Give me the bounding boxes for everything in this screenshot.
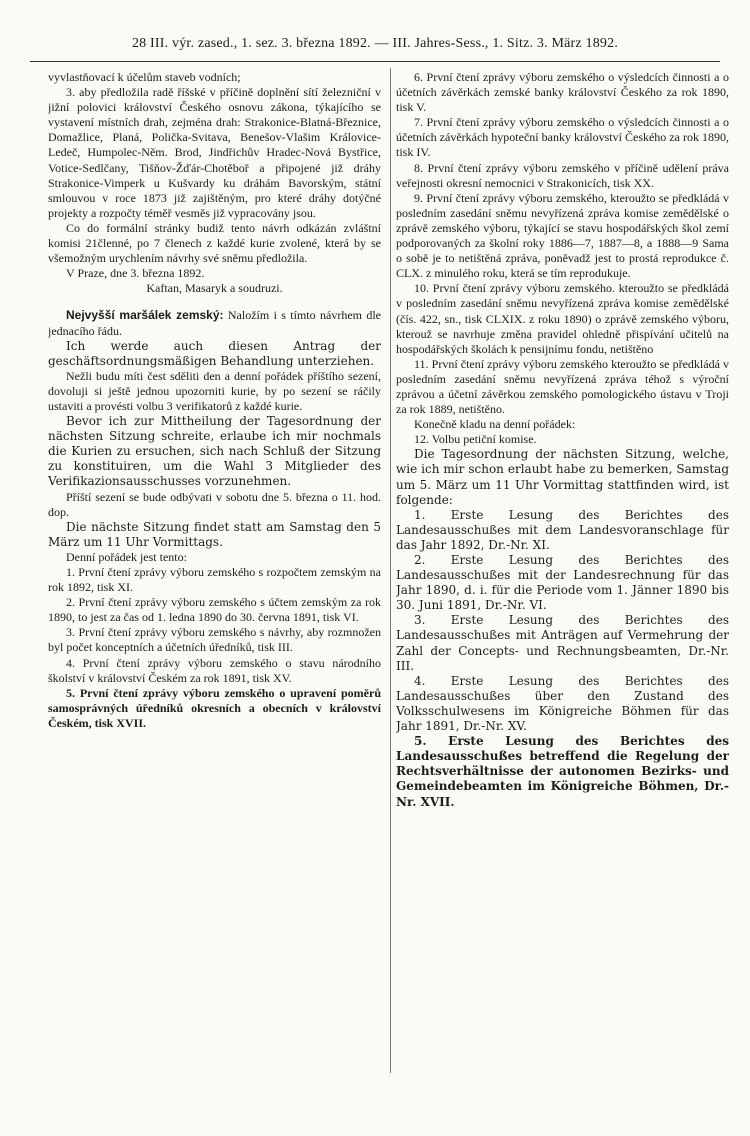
agenda-item: 1. První čtení zprávy výboru zemského s rozpočtem zemským na rok 1892, tisk XI. — [48, 565, 381, 595]
paragraph: Co do formální stránky budiž tento návrh odkázán zvláštní komisi 21členné, po 7 členech z každé kurie zvolené, která by se všemožným urychlením návrhy své sněmu předložila. — [48, 220, 381, 266]
page-header: 28 III. výr. zased., 1. sez. 3. března 1892. — III. Jahres-Sess., 1. Sitz. 3. März 1892. — [131, 36, 619, 51]
paragraph-german: Ich werde auch diesen Antrag der geschäftsordnungsmäßigen Behandlung unterziehen. — [48, 338, 381, 368]
agenda-item: 6. První čtení zprávy výboru zemského o výsledcích činnosti a o účetních závěrkách zemské banky království Českého za rok 1890, tisk V. — [396, 70, 729, 115]
column-divider — [390, 68, 391, 1073]
paragraph: Denní pořádek jest tento: — [66, 549, 187, 564]
paragraph-german: Die Tagesordnung der nächsten Sitzung, welche, wie ich mir schon erlaubt habe zu bemerken, Samstag um 5. März um 11 Uhr Vormittag stattfinden wird, ist folgende: — [396, 447, 729, 507]
paragraph: Konečně kladu na denní pořádek: — [414, 417, 576, 432]
agenda-item: 4. První čtení zprávy výboru zemského o stavu národního školství v království Českém za rok 1891, tisk XV. — [48, 655, 381, 685]
agenda-item-german: 2. Erste Lesung des Berichtes des Landesausschußes mit der Landesrechnung für das Jahr 1890, d. i. für die Periode vom 1. Jänner 1890 bis 30. Juni 1891, Dr.-Nr. VI. — [396, 553, 729, 613]
marshal-statement — [48, 308, 381, 338]
paragraph: 3. aby předložila radě říšské v příčině doplnění sítí železniční v jižní polovici království Českého osnovu zákona, týkajícího se vystavení místních drah, zejména drah: Strakonice-Blatná-Březnice, Domažlice, Planá, Polička-Svitava, Benešov-Vlašim Královice-Ledeč, Humpolec-Něm. Brod, Jindřichův Hradec-Nová Bystřice, Votice-Sedlčany, Tišňov-Žďár-Chotěboř a připojené již dráhy Strakonice-Vimperk u Kušvardy ku dráhám Bavorským, státní smlouvou v roce 1873 již zajištěným, pro které dráhy dotýčné projekty a rozpočty téměř vesměs již vypracovány jsou. — [48, 85, 381, 220]
agenda-item: 11. První čtení zprávy výboru zemského kteroužto se předkládá v posledním zasedání sněmu nevyřízená zpráva téhož s výroční zprávou a účetní závěrkou zemského pomologického ústavu v Troji za rok 1889, netištěno. — [396, 356, 729, 417]
agenda-item-german: 3. Erste Lesung des Berichtes des Landesausschußes mit Anträgen auf Vermehrung der Zahl der Concepts- und Rechnungsbeamten, Dr.-Nr. III. — [396, 613, 729, 673]
paragraph: Nežli budu míti čest sděliti den a denní pořádek příštího sezení, dovoluji si ještě jednou upozorniti kurie, by po sezení se ráčily ustaviti a provésti volbu 3 verifikatorů z každé kurie. — [48, 368, 381, 413]
agenda-item: 7. První čtení zprávy výboru zemského o výsledcích činnosti a o účetních závěrkách hypoteční banky království Českého za rok 1890, tisk IV. — [396, 115, 729, 160]
right-column — [396, 70, 729, 1120]
paragraph-german: Bevor ich zur Mittheilung der Tagesordnung der nächsten Sitzung schreite, erlaube ich mir nochmals die Kurien zu ersuchen, sich nach Schluß der Sitzung zu konstituiren, um die Wahl 3 Mitglieder des Verifikazionsausschusses vorzunehmen. — [48, 414, 381, 489]
paragraph: vyvlastňovací k účelům staveb vodních; — [48, 70, 241, 84]
speaker-label: Nejvyšší maršálek zemský: — [66, 308, 224, 323]
paragraph-german: Die nächste Sitzung findet statt am Samstag den 5 März um 11 Uhr Vormittags. — [48, 519, 381, 549]
agenda-item-german: 5. Erste Lesung des Berichtes des Landesausschußes betreffend die Regelung der Rechtsverhältnisse der autonomen Bezirks- und Gemeindebeamten im Königreiche Böhmen, Dr.-Nr. XVII. — [396, 734, 729, 809]
agenda-item: 3. První čtení zprávy výboru zemského s návrhy, aby rozmnožen byl počet konceptních a účetních úředníků, tisk III. — [48, 625, 381, 655]
agenda-item-german: 4. Erste Lesung des Berichtes des Landesausschußes über den Zustand des Volksschulwesens im Königreiche Böhmen für das Jahr 1891, Dr.-Nr. XV. — [396, 673, 729, 734]
agenda-item-german: 1. Erste Lesung des Berichtes des Landesausschußes mit dem Landesvoranschlage für das Jahr 1892, Dr.-Nr. XI. — [396, 507, 729, 552]
agenda-item: 5. První čtení zprávy výboru zemského o upravení poměrů samosprávných úředníků okresních a obecních v království Českém, tisk XVII. — [48, 685, 381, 730]
agenda-item: 12. Volbu petiční komise. — [414, 432, 537, 447]
agenda-item: 9. První čtení zprávy výboru zemského, kteroužto se předkládá v posledním zasedání sněmu nevyřízená zpráva komise zemědělské o zprávě zemského výboru, týkající se stavu hospodářských škol zemí podporovaných za školní roky 1886—7, 1887—8, a 1888—9 Sama o sobě je to netištěná zpráva, poněvadž jest to prostá reprodukce č. CLX. z minulého roku, která se tím reprodukuje. — [396, 190, 729, 281]
agenda-item: 2. První čtení zprávy výboru zemského s účtem zemským za rok 1890, to jest za čas od 1. ledna 1890 do 30. června 1891, tisk VI. — [48, 595, 381, 625]
signatories: Kaftan, Masaryk a soudruzi. — [146, 281, 283, 296]
paragraph: Příští sezení se bude odbývati v sobotu dne 5. března o 11. hod. dop. — [48, 489, 381, 519]
date-line: V Praze, dne 3. března 1892. — [66, 266, 205, 281]
left-column — [48, 70, 381, 1120]
agenda-item: 8. První čtení zprávy výboru zemského v příčině udělení práva veřejnosti okresní nemocnici v Strakonicích, tisk XX. — [396, 160, 729, 190]
agenda-item: 10. První čtení zprávy výboru zemského. kteroužto se předkládá v posledním zasedání sněmu nevyřízená zpráva komise zemědělské (čís. 422, sn., tisk CLXIX. z roku 1890) o zprávě zemského výboru, kterouž se navrhuje změna pravidel ohledně přispívání učitelů na hospodářských školách k pensijnímu fondu, netištěno — [396, 281, 729, 356]
header-rule — [30, 61, 720, 62]
speaker-text: Naložím i s tímto návrhem dle jednacího řádu. — [48, 308, 381, 338]
